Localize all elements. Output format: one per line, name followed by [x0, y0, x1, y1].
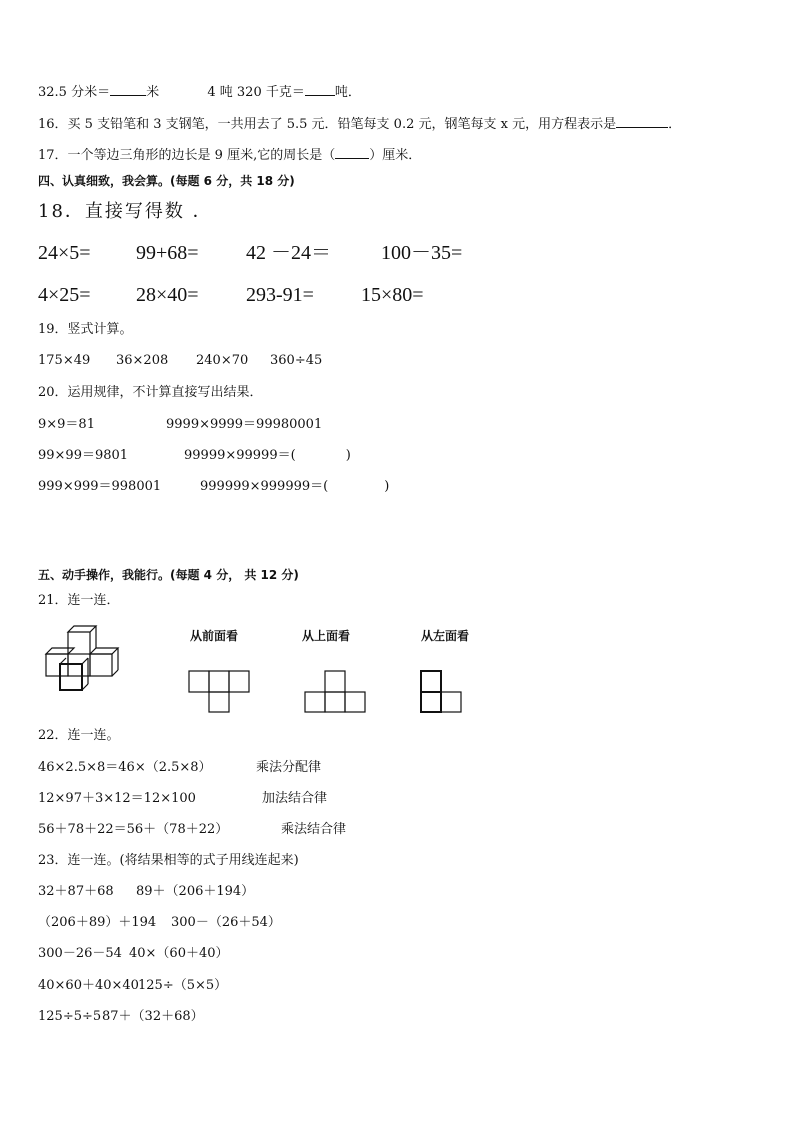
section-5-heading: 五、动手操作，我能行。(每题 4 分， 共 12 分)	[38, 568, 299, 582]
q20-left: 9×9＝81	[38, 417, 95, 432]
q23-right-expression[interactable]: 300－（26＋54）	[171, 915, 281, 930]
q18-item: 99+68=	[136, 242, 199, 264]
q23-row	[38, 883, 254, 901]
q23-row	[38, 1008, 204, 1026]
q19-item: 360÷45	[270, 353, 323, 368]
q23-left-expression[interactable]: 300－26－54	[38, 946, 122, 961]
cube-solid-figure	[40, 624, 130, 696]
view-shape-inverted-t[interactable]	[304, 670, 366, 714]
q22-row	[38, 821, 346, 839]
q23-left-expression[interactable]: 40×60＋40×40	[38, 978, 139, 993]
q23-left-expression[interactable]: 125÷5÷5	[38, 1009, 102, 1024]
q15-answer-blank-b[interactable]	[305, 82, 335, 96]
q18-row-2	[38, 283, 424, 307]
q17-text: 17．一个等边三角形的边长是 9 厘米,它的周长是（	[38, 148, 336, 163]
q17-answer-blank[interactable]	[335, 145, 369, 159]
q20-left: 999×999＝998001	[38, 479, 162, 494]
q16-text: 16．买 5 支铅笔和 3 支钢笔，一共用去了 5.5 元．铅笔每支 0.2 元，钢笔每支 x 元，用方程表示是	[38, 117, 617, 132]
q15-part-a: 32.5 分米＝	[38, 85, 111, 100]
q15-answer-blank-a[interactable]	[110, 82, 146, 96]
q21-title: 21．连一连．	[38, 593, 120, 608]
q20-title: 20．运用规律，不计算直接写出结果．	[38, 385, 263, 400]
section-4-heading: 四、认真细致，我会算。(每题 6 分，共 18 分)	[38, 174, 295, 188]
question-16	[38, 114, 681, 134]
q22-row	[38, 759, 321, 777]
q18-row-1	[38, 241, 462, 265]
q18-item: 100－35=	[381, 242, 463, 264]
q20-right: 9999×9999＝99980001	[166, 417, 323, 432]
q22-expression[interactable]: 56＋78＋22＝56＋（78＋22）	[38, 822, 229, 837]
q23-row	[38, 914, 281, 932]
q23-right-expression[interactable]: 87＋（32＋68）	[102, 1009, 204, 1024]
view-label-left: 从左面看	[421, 629, 470, 643]
question-17	[38, 145, 421, 165]
q20-right-end: )	[384, 479, 390, 494]
q19-item: 175×49	[38, 353, 91, 368]
q22-law[interactable]: 乘法结合律	[281, 822, 347, 837]
q16-answer-blank[interactable]	[616, 114, 668, 128]
q17-end: ）厘米．	[369, 148, 422, 163]
q18-item: 24×5=	[38, 242, 91, 264]
q22-title: 22．连一连。	[38, 728, 120, 743]
q23-left-expression[interactable]: （206＋89）＋194	[38, 915, 157, 930]
q19-item: 240×70	[196, 353, 249, 368]
q18-title: 18．直接写得数 ．	[38, 201, 213, 222]
q22-expression[interactable]: 12×97＋3×12＝12×100	[38, 791, 196, 806]
q20-left: 99×99＝9801	[38, 448, 129, 463]
q18-item: 42 －24＝	[246, 242, 331, 264]
q19-title: 19．竖式计算。	[38, 322, 133, 337]
q22-row	[38, 790, 327, 808]
q15-unit-b: 吨．	[334, 85, 361, 100]
q23-row	[38, 945, 229, 963]
q23-right-expression[interactable]: 89＋（206＋194）	[136, 884, 255, 899]
view-shape-t[interactable]	[188, 670, 250, 714]
q20-row	[38, 416, 322, 434]
view-label-front: 从前面看	[190, 629, 239, 643]
q23-title: 23．连一连。(将结果相等的式子用线连起来)	[38, 853, 299, 868]
view-label-top: 从上面看	[302, 629, 351, 643]
q20-right-end: )	[345, 448, 351, 463]
q18-item: 4×25=	[38, 284, 91, 306]
q20-right: 999999×999999＝(	[200, 479, 329, 494]
question-15	[38, 82, 361, 102]
q18-item: 293-91=	[246, 284, 314, 306]
q18-item: 28×40=	[136, 284, 199, 306]
q15-part-b: 4 吨 320 千克＝	[207, 85, 305, 100]
view-shape-l[interactable]	[420, 670, 464, 714]
q23-left-expression[interactable]: 32＋87＋68	[38, 884, 114, 899]
q20-right: 99999×99999＝(	[184, 448, 296, 463]
q15-unit-a: 米	[146, 85, 160, 100]
q23-row	[38, 977, 227, 995]
q20-row	[38, 447, 351, 465]
q18-item: 15×80=	[361, 284, 424, 306]
q19-items	[38, 352, 322, 370]
q23-right-expression[interactable]: 40×（60＋40）	[129, 946, 229, 961]
q23-right-expression[interactable]: 125÷（5×5）	[138, 978, 228, 993]
q22-expression[interactable]: 46×2.5×8＝46×（2.5×8）	[38, 760, 212, 775]
q20-row	[38, 478, 389, 496]
q19-item: 36×208	[116, 353, 169, 368]
q22-law[interactable]: 乘法分配律	[256, 760, 322, 775]
q22-law[interactable]: 加法结合律	[262, 791, 328, 806]
q16-end: ．	[668, 117, 682, 132]
